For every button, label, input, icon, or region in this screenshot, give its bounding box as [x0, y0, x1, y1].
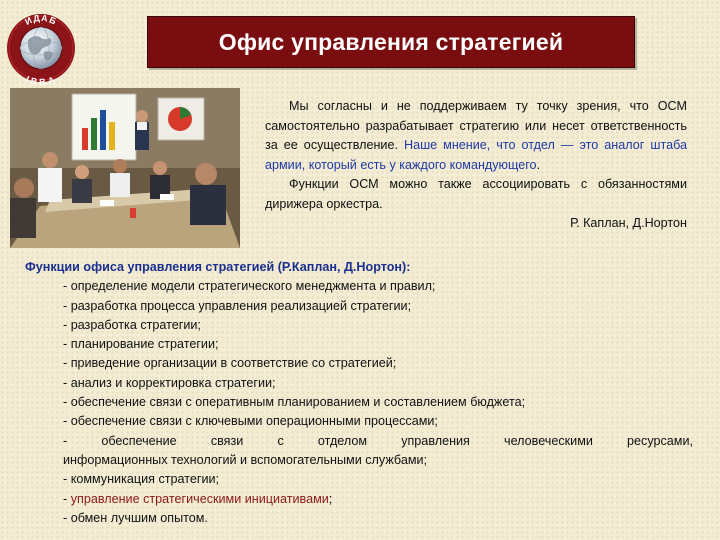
- list-item: - обеспечение связи с ключевыми операционными процессами;: [63, 414, 438, 429]
- logo-top-text: ИДАБ: [23, 12, 59, 27]
- meeting-photo: [10, 88, 240, 248]
- list-item: - анализ и корректировка стратегии;: [63, 375, 276, 390]
- list-item: - разработка процесса управления реализацией стратегии;: [63, 298, 412, 313]
- list-item-highlighted: [25, 490, 693, 509]
- list-item-continuation: информационных технологий и вспомогательными службами;: [63, 452, 428, 467]
- list-end: ;: [328, 491, 333, 506]
- meeting-photo-icon: [10, 88, 240, 248]
- quote-paragraph-1: [265, 97, 687, 175]
- quote-author: Р. Каплан, Д.Нортон: [570, 216, 687, 230]
- logo: [6, 4, 76, 88]
- list-item: - обеспечение связи с отделом управления человеческими ресурсами,: [63, 433, 693, 448]
- list-item: - планирование стратегии;: [63, 337, 219, 352]
- functions-list: [25, 258, 693, 528]
- title-bar: [147, 16, 635, 68]
- list-item: - обмен лучшим опытом.: [63, 510, 208, 525]
- quote-block: [265, 97, 687, 234]
- list-item: - приведение организации в соответствие со стратегией;: [63, 356, 397, 371]
- list-item: - обеспечение связи с оперативным планированием и составлением бюджета;: [63, 395, 526, 410]
- list-item: - коммуникация стратегии;: [63, 472, 220, 487]
- quote-text-a: Мы согласны и не поддерживаем ту точку зрения, что ОСМ самостоятельно разрабатывает стратегию или несет ответственность за ее осуществление.: [265, 99, 687, 152]
- page-title: Офис управления стратегией: [218, 28, 564, 55]
- functions-heading: Функции офиса управления стратегией (Р.Каплан, Д.Нортон):: [25, 260, 411, 274]
- globe-emblem-icon: [6, 4, 76, 88]
- logo-bottom-text: IBBA: [24, 73, 57, 88]
- quote-paragraph-2: Функции ОСМ можно также ассоциировать с обязанностями дирижера оркестра.: [265, 177, 687, 211]
- list-item: - определение модели стратегического менеджмента и правил;: [63, 279, 436, 294]
- list-item: - разработка стратегии;: [63, 317, 201, 332]
- quote-text-c: .: [536, 157, 541, 172]
- list-dash: -: [63, 491, 71, 506]
- quote-highlight: Наше мнение, что отдел — это аналог штаба армии, который есть у каждого командующего: [265, 138, 688, 172]
- list-highlight-text: управление стратегическими инициативами: [70, 491, 329, 506]
